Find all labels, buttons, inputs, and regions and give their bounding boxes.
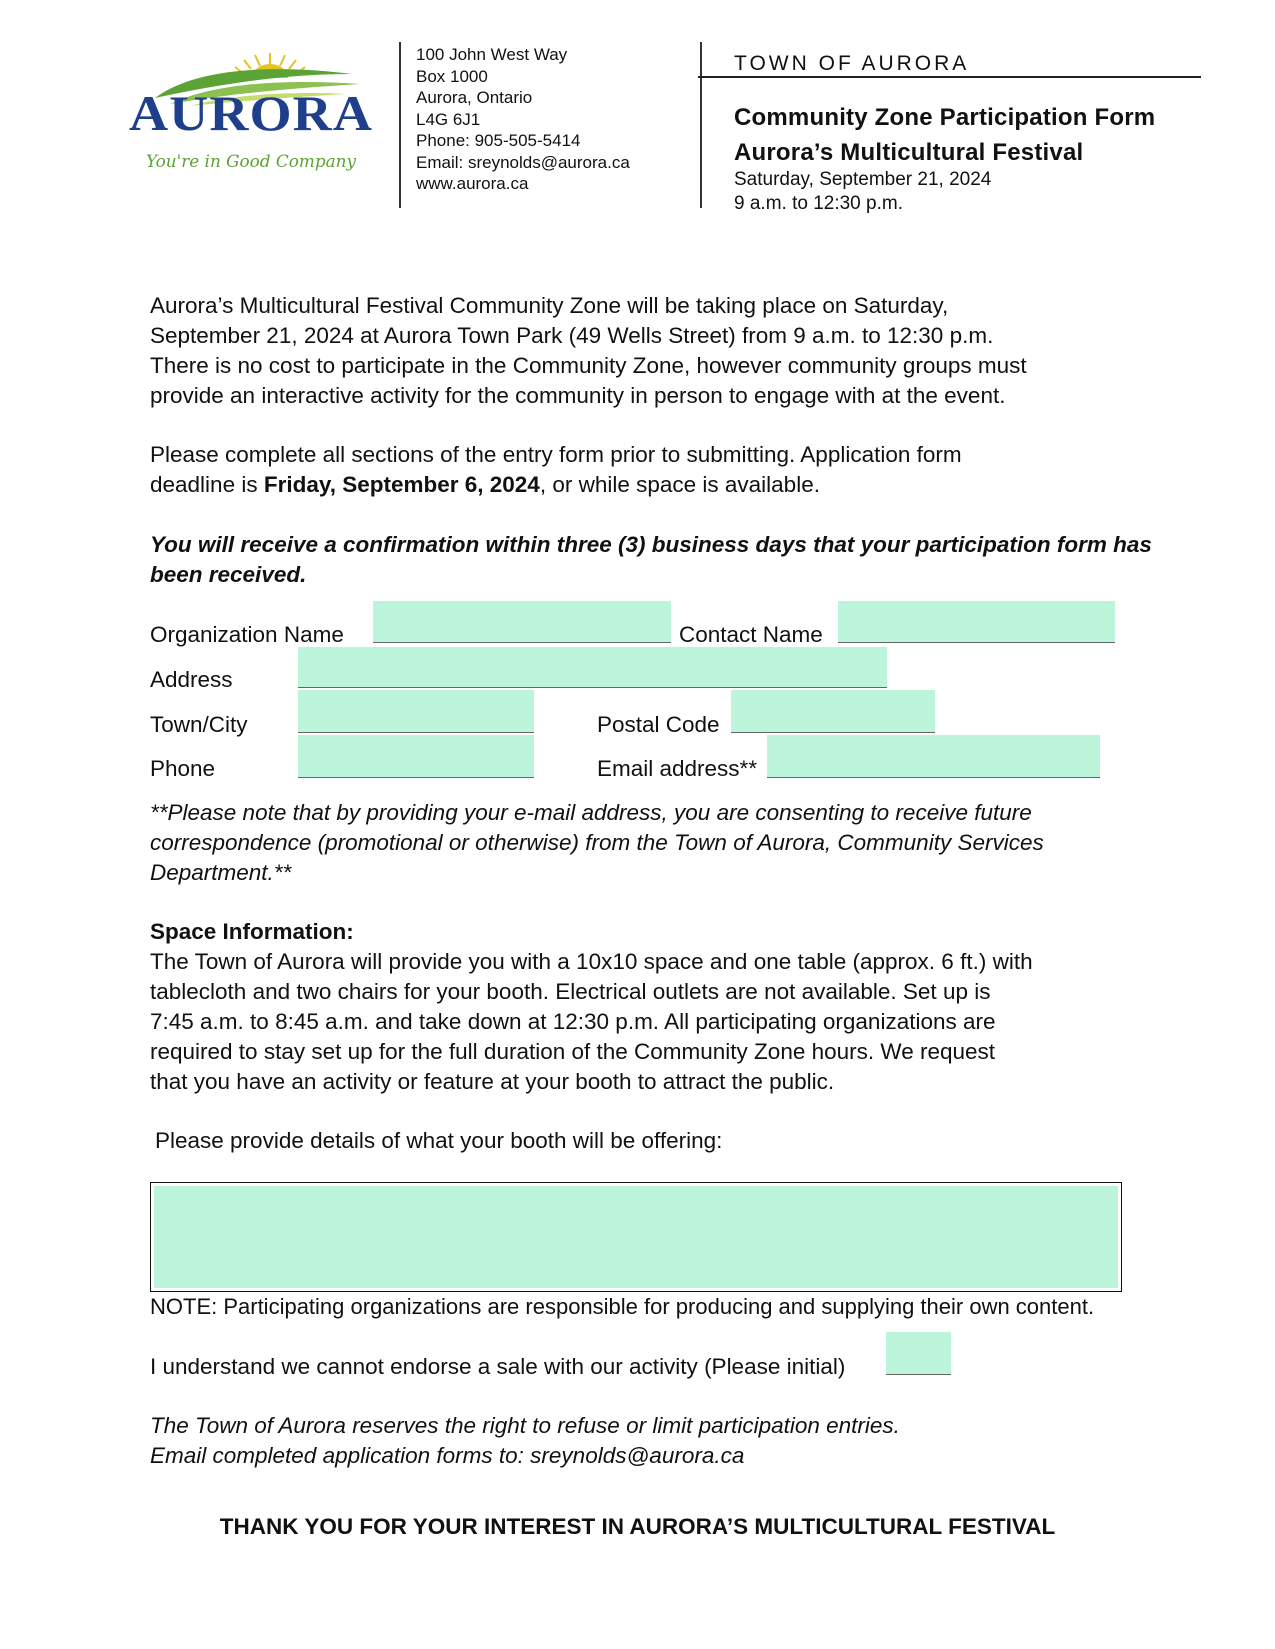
initial-label: I understand we cannot endorse a sale with our activity (Please initial)	[150, 1354, 846, 1379]
intro-line: provide an interactive activity for the community in person to engage with at the event.	[150, 383, 1006, 408]
postal-code-field[interactable]	[731, 690, 935, 733]
reserve-right-note: The Town of Aurora reserves the right to refuse or limit participation entries.	[150, 1413, 900, 1438]
phone-label: Phone	[150, 756, 216, 781]
logo-tagline: You're in Good Company	[146, 152, 357, 172]
footer-notes	[150, 1411, 900, 1471]
space-info-line: tablecloth and two chairs for your booth. Electrical outlets are not available. Set up is	[150, 979, 991, 1004]
phone-field[interactable]	[298, 735, 534, 778]
address-label: Address	[150, 667, 233, 692]
address-field[interactable]	[298, 647, 887, 688]
address-street: 100 John West Way	[416, 45, 568, 64]
confirmation-notice	[150, 530, 1152, 590]
confirmation-line: You will receive a confirmation within three (3) business days that your participation form has	[150, 532, 1152, 557]
deadline-prefix: deadline is	[150, 472, 264, 497]
email-label: Email address**	[597, 756, 758, 781]
address-city: Aurora, Ontario	[416, 88, 533, 107]
space-info-line: that you have an activity or feature at your booth to attract the public.	[150, 1069, 835, 1094]
contact-address	[416, 44, 630, 195]
intro-line: Aurora’s Multicultural Festival Community Zone will be taking place on Saturday,	[150, 293, 949, 318]
initial-field[interactable]	[886, 1332, 951, 1375]
deadline-paragraph	[150, 440, 962, 500]
town-city-label: Town/City	[150, 712, 248, 737]
confirmation-line: been received.	[150, 562, 307, 587]
space-info-line: required to stay set up for the full duration of the Community Zone hours. We request	[150, 1039, 996, 1064]
header-divider-right	[700, 42, 702, 208]
deadline-suffix: , or while space is available.	[539, 472, 820, 497]
form-title-line2: Aurora’s Multicultural Festival	[734, 139, 1084, 166]
intro-line: There is no cost to participate in the Community Zone, however community groups must	[150, 353, 1027, 378]
logo-wordmark: AURORA	[129, 85, 373, 141]
header-divider-left	[399, 42, 401, 208]
email-field[interactable]	[767, 735, 1100, 778]
postal-code-label: Postal Code	[597, 712, 720, 737]
intro-line: September 21, 2024 at Aurora Town Park (49 Wells Street) from 9 a.m. to 12:30 p.m.	[150, 323, 994, 348]
town-rule	[698, 76, 1201, 78]
space-info-line: The Town of Aurora will provide you with a 10x10 space and one table (approx. 6 ft.) with	[150, 949, 1033, 974]
address-website: www.aurora.ca	[416, 174, 529, 193]
deadline-line: Please complete all sections of the entry form prior to submitting. Application form	[150, 442, 962, 467]
thank-you-banner: THANK YOU FOR YOUR INTEREST IN AURORA’S MULTICULTURAL FESTIVAL	[219, 1514, 1056, 1539]
consent-line: **Please note that by providing your e-mail address, you are consenting to receive future	[150, 800, 1032, 825]
address-phone: Phone: 905-505-5414	[416, 131, 581, 150]
aurora-logo	[120, 50, 382, 185]
space-information	[150, 917, 1033, 1097]
event-date: Saturday, September 21, 2024	[734, 169, 992, 190]
town-city-field[interactable]	[298, 690, 534, 733]
booth-details-prompt: Please provide details of what your booth will be offering:	[155, 1128, 723, 1153]
space-info-heading: Space Information:	[150, 919, 354, 944]
intro-paragraph	[150, 291, 1027, 411]
deadline-line	[150, 470, 962, 500]
form-title	[734, 100, 1155, 170]
event-time: 9 a.m. to 12:30 p.m.	[734, 193, 903, 214]
email-consent-note	[150, 798, 1044, 888]
address-postal: L4G 6J1	[416, 109, 481, 129]
contact-name-field[interactable]	[838, 601, 1115, 643]
contact-name-label: Contact Name	[679, 622, 823, 647]
org-name-field[interactable]	[373, 601, 671, 643]
booth-details-box	[150, 1182, 1122, 1292]
address-email: Email: sreynolds@aurora.ca	[416, 152, 630, 172]
town-label: TOWN OF AURORA	[734, 52, 970, 75]
org-name-label: Organization Name	[150, 622, 344, 647]
deadline-date: Friday, September 6, 2024	[263, 472, 540, 497]
event-date-time	[734, 168, 991, 216]
form-title-line1: Community Zone Participation Form	[734, 104, 1156, 131]
booth-details-field[interactable]	[154, 1186, 1118, 1288]
address-box: Box 1000	[416, 66, 488, 86]
consent-line: Department.**	[150, 860, 292, 885]
space-info-line: 7:45 a.m. to 8:45 a.m. and take down at 12:30 p.m. All participating organizations are	[150, 1009, 996, 1034]
submission-email-note: Email completed application forms to: sreynolds@aurora.ca	[150, 1443, 745, 1468]
content-note: NOTE: Participating organizations are responsible for producing and supplying their own content.	[150, 1294, 1095, 1319]
consent-line: correspondence (promotional or otherwise) from the Town of Aurora, Community Services	[150, 830, 1044, 855]
